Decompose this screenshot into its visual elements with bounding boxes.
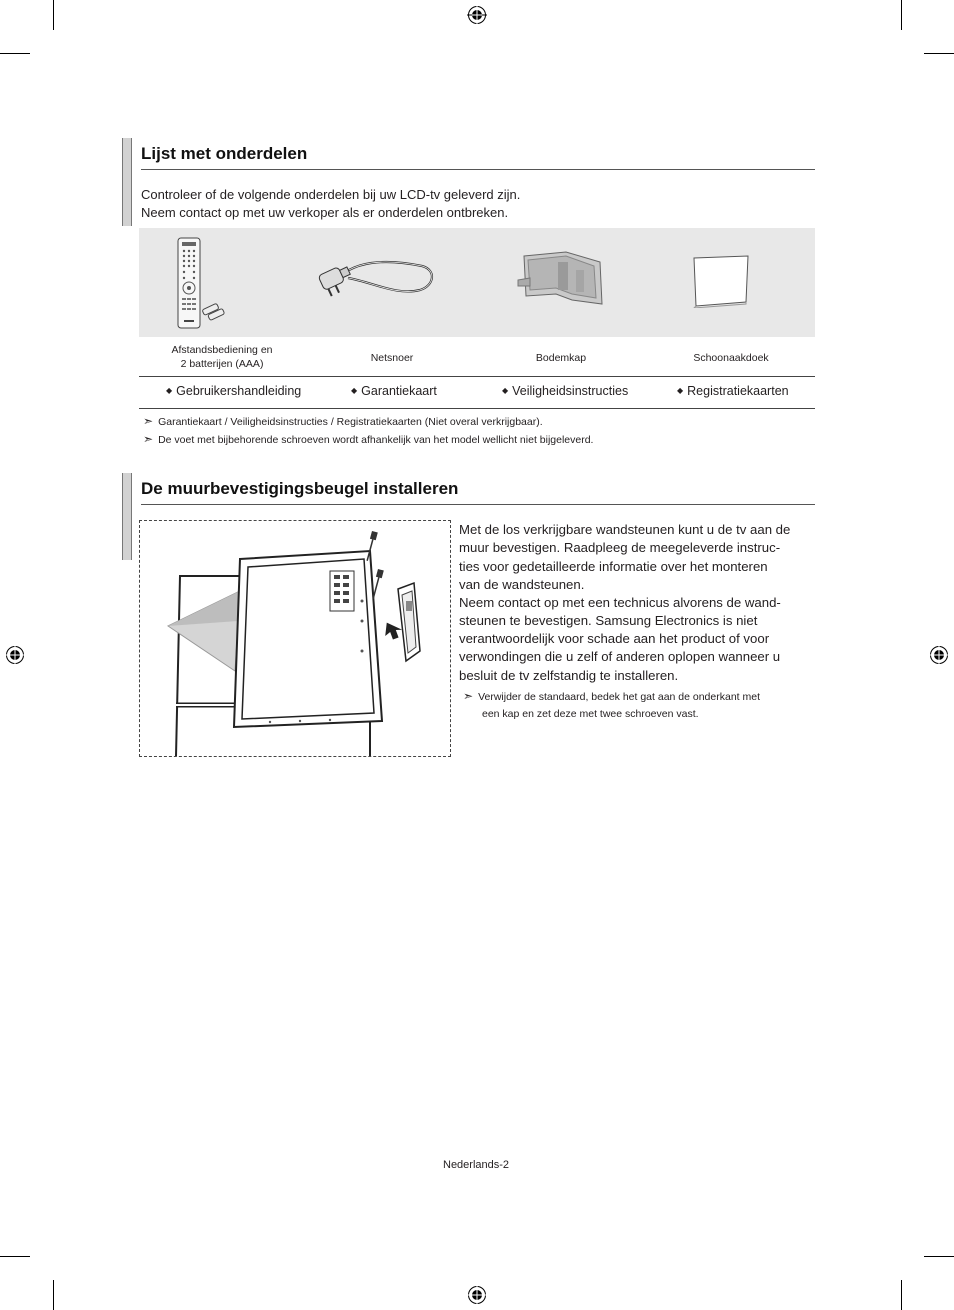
instruction-line: besluit de tv zelfstandig te installeren.	[459, 668, 679, 683]
table-rule	[139, 376, 815, 377]
crop-mark	[924, 53, 954, 54]
instruction-line: van de wandsteunen.	[459, 577, 585, 592]
registration-mark-icon	[467, 5, 487, 25]
document-item: ◆ Gebruikershandleiding	[166, 384, 302, 398]
part-caption: Bodemkap	[535, 352, 587, 364]
wall-mount-illustration	[140, 521, 450, 756]
cover-bottom-icon	[516, 250, 604, 308]
section-bar	[122, 138, 132, 226]
instruction-line: Met de los verkrijgbare wandsteunen kunt u de tv aan de	[459, 522, 791, 537]
table-rule	[139, 408, 815, 409]
registration-mark-icon	[5, 645, 25, 665]
power-cord-icon	[312, 254, 436, 306]
registration-mark-icon	[929, 645, 949, 665]
section-title: De muurbevestigingsbeugel installeren	[141, 479, 459, 498]
note: ➣ Verwijder de standaard, bedek het gat aan de onderkant met	[463, 689, 761, 703]
intro-text: Controleer of de volgende onderdelen bij uw LCD-tv geleverd zijn.	[141, 187, 521, 202]
page-number: Nederlands-2	[443, 1159, 510, 1171]
instruction-line: steunen te bevestigen. Samsung Electronics is niet	[459, 613, 758, 628]
crop-mark	[53, 1280, 54, 1310]
crop-mark	[924, 1256, 954, 1257]
crop-mark	[53, 0, 54, 30]
note: ➣ Garantiekaart / Veiligheidsinstructies / Registratiekaarten (Niet overal verkrijgbaar).	[143, 414, 543, 428]
instruction-line: verantwoordelijk voor schade aan het product of voor	[459, 631, 770, 646]
crop-mark	[901, 0, 902, 30]
remote-control-icon	[172, 236, 232, 330]
intro-text: Neem contact op met uw verkoper als er onderdelen ontbreken.	[141, 205, 509, 220]
instruction-line: muur bevestigen. Raadpleeg de meegeleverde instruc-	[459, 540, 781, 555]
document-item: ◆ Garantiekaart	[351, 384, 437, 398]
section-bar	[122, 473, 132, 560]
section-rule	[141, 169, 815, 170]
instruction-line: Neem contact op met een technicus alvorens de wand-	[459, 595, 781, 610]
crop-mark	[0, 1256, 30, 1257]
registration-mark-icon	[467, 1285, 487, 1305]
section-rule	[141, 504, 815, 505]
part-caption: Netsnoer	[370, 352, 414, 364]
section-title: Lijst met onderdelen	[141, 144, 308, 163]
instruction-line: ties voor gedetailleerde informatie over het monteren	[459, 559, 768, 574]
instruction-line: verwondingen die u zelf of anderen oplopen wanneer u	[459, 649, 781, 664]
crop-mark	[0, 53, 30, 54]
document-item: ◆ Veiligheidsinstructies	[502, 384, 629, 398]
note: ➣ De voet met bijbehorende schroeven wordt afhankelijk van het model wellicht niet bijgeleverd.	[143, 432, 594, 446]
cleaning-cloth-icon	[690, 254, 752, 308]
part-caption: Afstandsbediening en 2 batterijen (AAA)	[171, 344, 273, 370]
part-caption: Schoonaakdoek	[693, 352, 769, 364]
document-item: ◆ Registratiekaarten	[677, 384, 789, 398]
crop-mark	[901, 1280, 902, 1310]
note: een kap en zet deze met twee schroeven vast.	[482, 708, 699, 720]
